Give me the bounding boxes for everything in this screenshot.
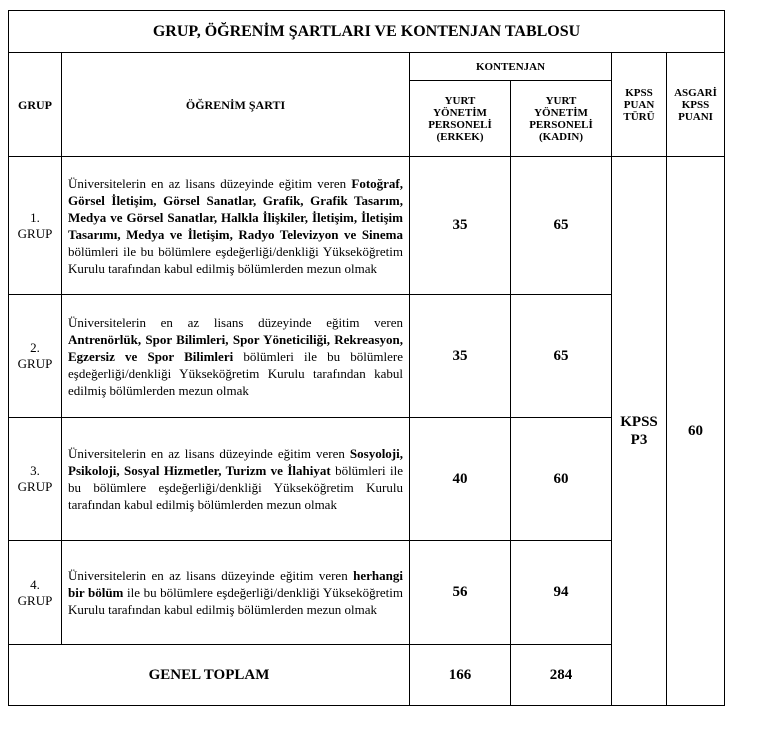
kpss-puan-turu: KPSS P3	[612, 157, 667, 706]
grup-cell: 4. GRUP	[9, 541, 62, 645]
kontenjan-kadin: 65	[511, 157, 612, 295]
kontenjan-erkek: 56	[410, 541, 511, 645]
grup-cell: 3. GRUP	[9, 418, 62, 541]
grup-cell: 2. GRUP	[9, 295, 62, 418]
ogrenim-sarti-text: Üniversitelerin en az lisans düzeyinde eğitim veren herhangi bir bölüm ile bu bölümlere eşdeğerliği/denkliği Yükseköğretim Kurulu tarafından kabul edilmiş bölümlerden mezun olmak	[62, 541, 410, 645]
table-title: GRUP, ÖĞRENİM ŞARTLARI VE KONTENJAN TABLOSU	[9, 11, 725, 53]
kontenjan-erkek: 35	[410, 157, 511, 295]
asgari-kpss-puani: 60	[667, 157, 725, 706]
toplam-erkek: 166	[410, 645, 511, 706]
header-ogrenim-sarti: ÖĞRENİM ŞARTI	[62, 53, 410, 157]
header-kadin: YURT YÖNETİM PERSONELİ (KADIN)	[511, 81, 612, 157]
header-kontenjan: KONTENJAN	[410, 53, 612, 81]
ogrenim-sarti-text: Üniversitelerin en az lisans düzeyinde eğitim veren Fotoğraf, Görsel İletişim, Görsel Sanatlar, Grafik, Grafik Tasarım, Medya ve Görsel Sanatlar, Halkla İlişkiler, İletişim, İletişim Tasarımı, Medya ve İletişim, Radyo Televizyon ve Sinema bölümleri ile bu bölümlere eşdeğerliği/denkliği Yükseköğretim Kurulu tarafından kabul edilmiş bölümlerden mezun olmak	[62, 157, 410, 295]
grup-cell: 1. GRUP	[9, 157, 62, 295]
kontenjan-kadin: 94	[511, 541, 612, 645]
header-puan-turu: KPSS PUAN TÜRÜ	[612, 53, 667, 157]
kontenjan-erkek: 35	[410, 295, 511, 418]
header-asgari-puan: ASGARİ KPSS PUANI	[667, 53, 725, 157]
genel-toplam-label: GENEL TOPLAM	[9, 645, 410, 706]
kontenjan-kadin: 60	[511, 418, 612, 541]
header-grup: GRUP	[9, 53, 62, 157]
kontenjan-table	[8, 10, 725, 706]
kontenjan-erkek: 40	[410, 418, 511, 541]
header-erkek: YURT YÖNETİM PERSONELİ (ERKEK)	[410, 81, 511, 157]
ogrenim-sarti-text: Üniversitelerin en az lisans düzeyinde eğitim veren Antrenörlük, Spor Bilimleri, Spor Yöneticiliği, Rekreasyon, Egzersiz ve Spor Bilimleri bölümleri ile bu bölümlere eşdeğerliği/denkliği Yükseköğretim Kurulu tarafından kabul edilmiş bölümlerden mezun olmak	[62, 295, 410, 418]
ogrenim-sarti-text: Üniversitelerin en az lisans düzeyinde eğitim veren Sosyoloji, Psikoloji, Sosyal Hizmetler, Turizm ve İlahiyat bölümleri ile bu bölümlere eşdeğerliği/denkliği Yükseköğretim Kurulu tarafından kabul edilmiş bölümlerden mezun olmak	[62, 418, 410, 541]
kontenjan-kadin: 65	[511, 295, 612, 418]
toplam-kadin: 284	[511, 645, 612, 706]
